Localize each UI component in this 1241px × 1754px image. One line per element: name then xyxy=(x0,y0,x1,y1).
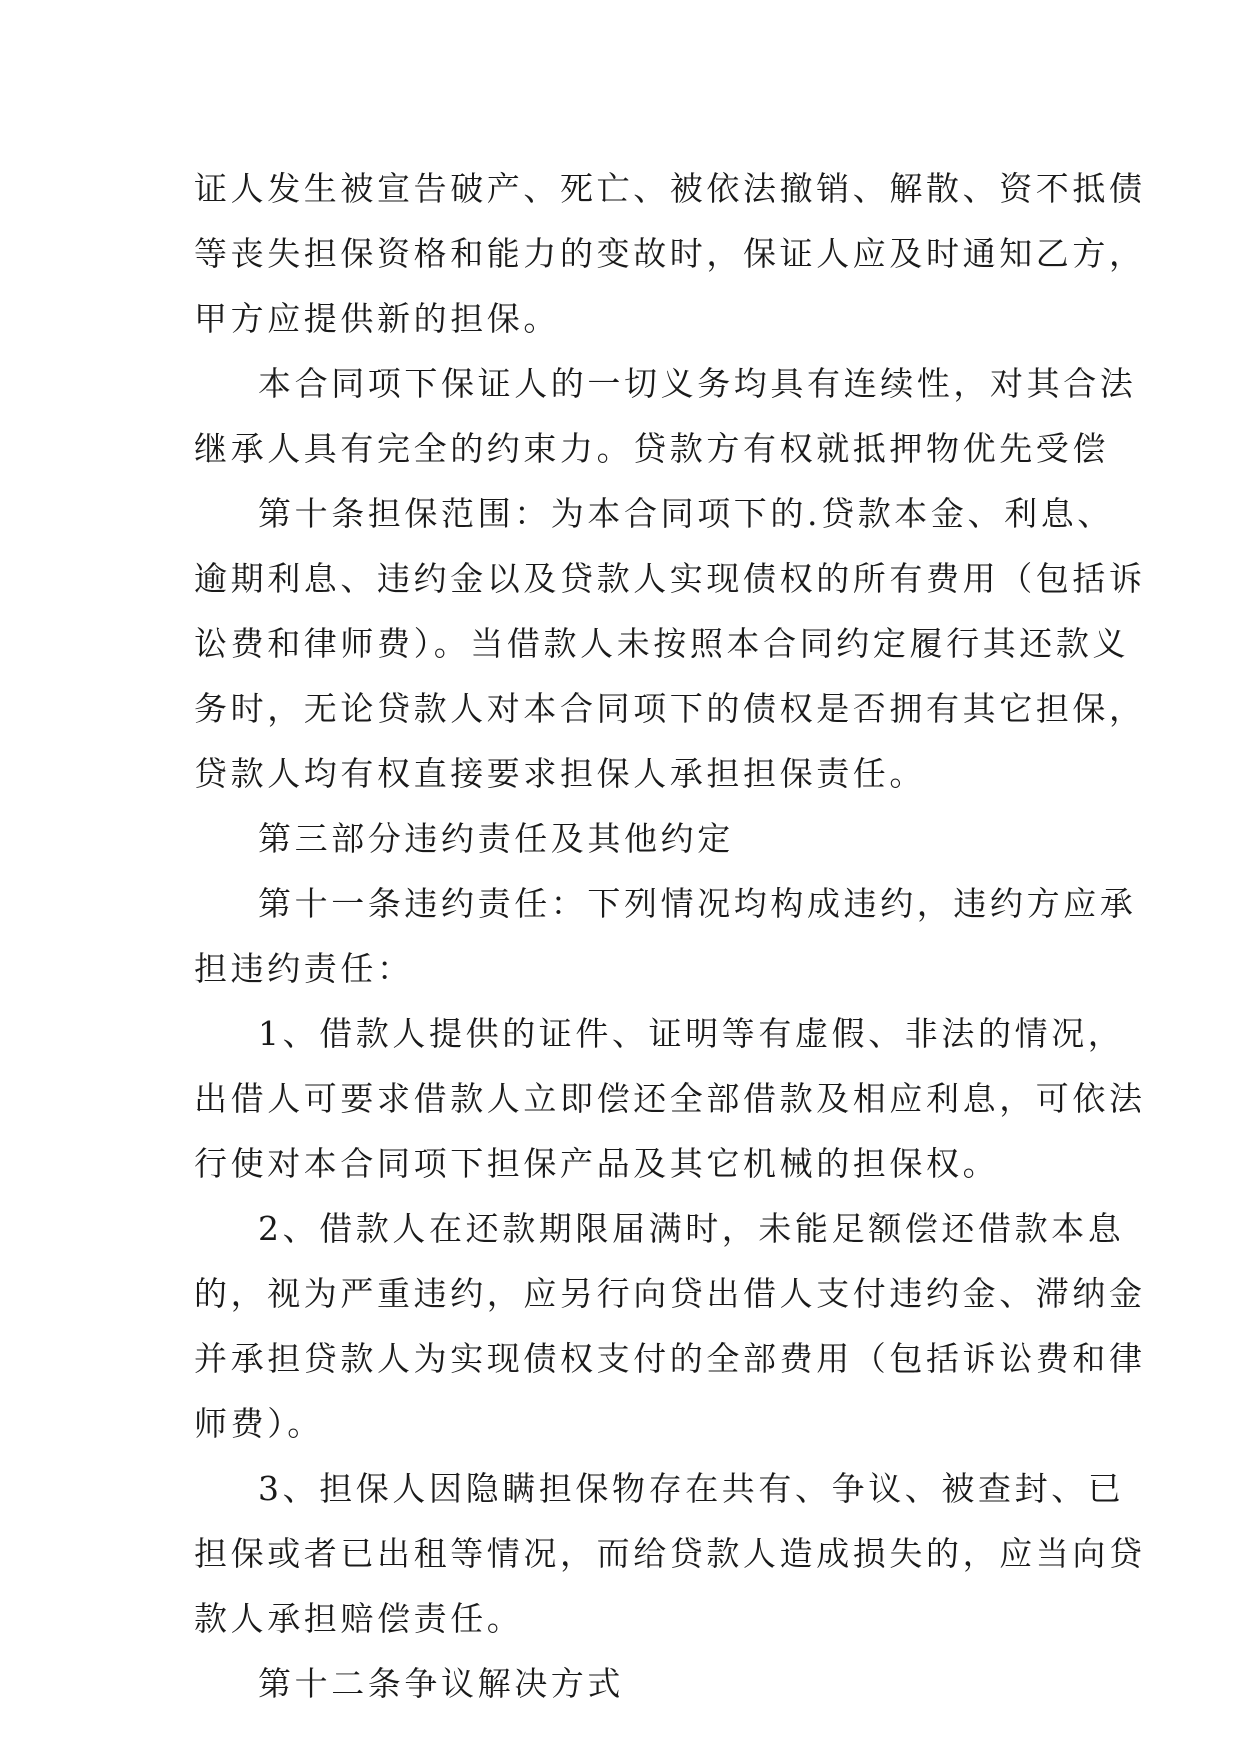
text-line: 逾期利息、违约金以及贷款人实现债权的所有费用（包括诉 xyxy=(194,559,1146,598)
text-line: 继承人具有完全的约束力。贷款方有权就抵押物优先受偿 xyxy=(194,429,1109,468)
article-heading-line: 第十条担保范围：为本合同项下的.贷款本金、利息、 xyxy=(258,494,1114,533)
text-line: 担违约责任： xyxy=(194,949,414,988)
text-line: 务时，无论贷款人对本合同项下的债权是否拥有其它担保， xyxy=(194,689,1146,728)
text-line: 的，视为严重违约，应另行向贷出借人支付违约金、滞纳金 xyxy=(194,1274,1146,1313)
section-heading-line: 第三部分违约责任及其他约定 xyxy=(258,819,734,858)
text-line: 师费）。 xyxy=(194,1404,324,1443)
text-line: 贷款人均有权直接要求担保人承担担保责任。 xyxy=(194,754,926,793)
paragraph-start-line: 本合同项下保证人的一切义务均具有连续性，对其合法 xyxy=(258,364,1137,403)
document-page xyxy=(194,156,1146,1716)
list-item-line: 1、借款人提供的证件、证明等有虚假、非法的情况， xyxy=(258,1014,1125,1053)
list-item-line: 3、担保人因隐瞒担保物存在共有、争议、被查封、已 xyxy=(258,1469,1125,1508)
article-heading-line: 第十一条违约责任：下列情况均构成违约，违约方应承 xyxy=(258,884,1137,923)
article-heading-line: 第十二条争议解决方式 xyxy=(258,1664,624,1703)
text-line: 讼费和律师费）。当借款人未按照本合同约定履行其还款义 xyxy=(194,624,1130,663)
text-line: 行使对本合同项下担保产品及其它机械的担保权。 xyxy=(194,1144,1000,1183)
text-line: 担保或者已出租等情况，而给贷款人造成损失的，应当向贷 xyxy=(194,1534,1146,1573)
list-item-line: 2、借款人在还款期限届满时，未能足额偿还借款本息 xyxy=(258,1209,1125,1248)
text-line: 出借人可要求借款人立即偿还全部借款及相应利息，可依法 xyxy=(194,1079,1146,1118)
text-line: 款人承担赔偿责任。 xyxy=(194,1599,524,1638)
text-line: 证人发生被宣告破产、死亡、被依法撤销、解散、资不抵债 xyxy=(194,169,1146,208)
text-line: 并承担贷款人为实现债权支付的全部费用（包括诉讼费和律 xyxy=(194,1339,1146,1378)
text-line: 等丧失担保资格和能力的变故时，保证人应及时通知乙方， xyxy=(194,234,1146,273)
text-line: 甲方应提供新的担保。 xyxy=(194,299,560,338)
